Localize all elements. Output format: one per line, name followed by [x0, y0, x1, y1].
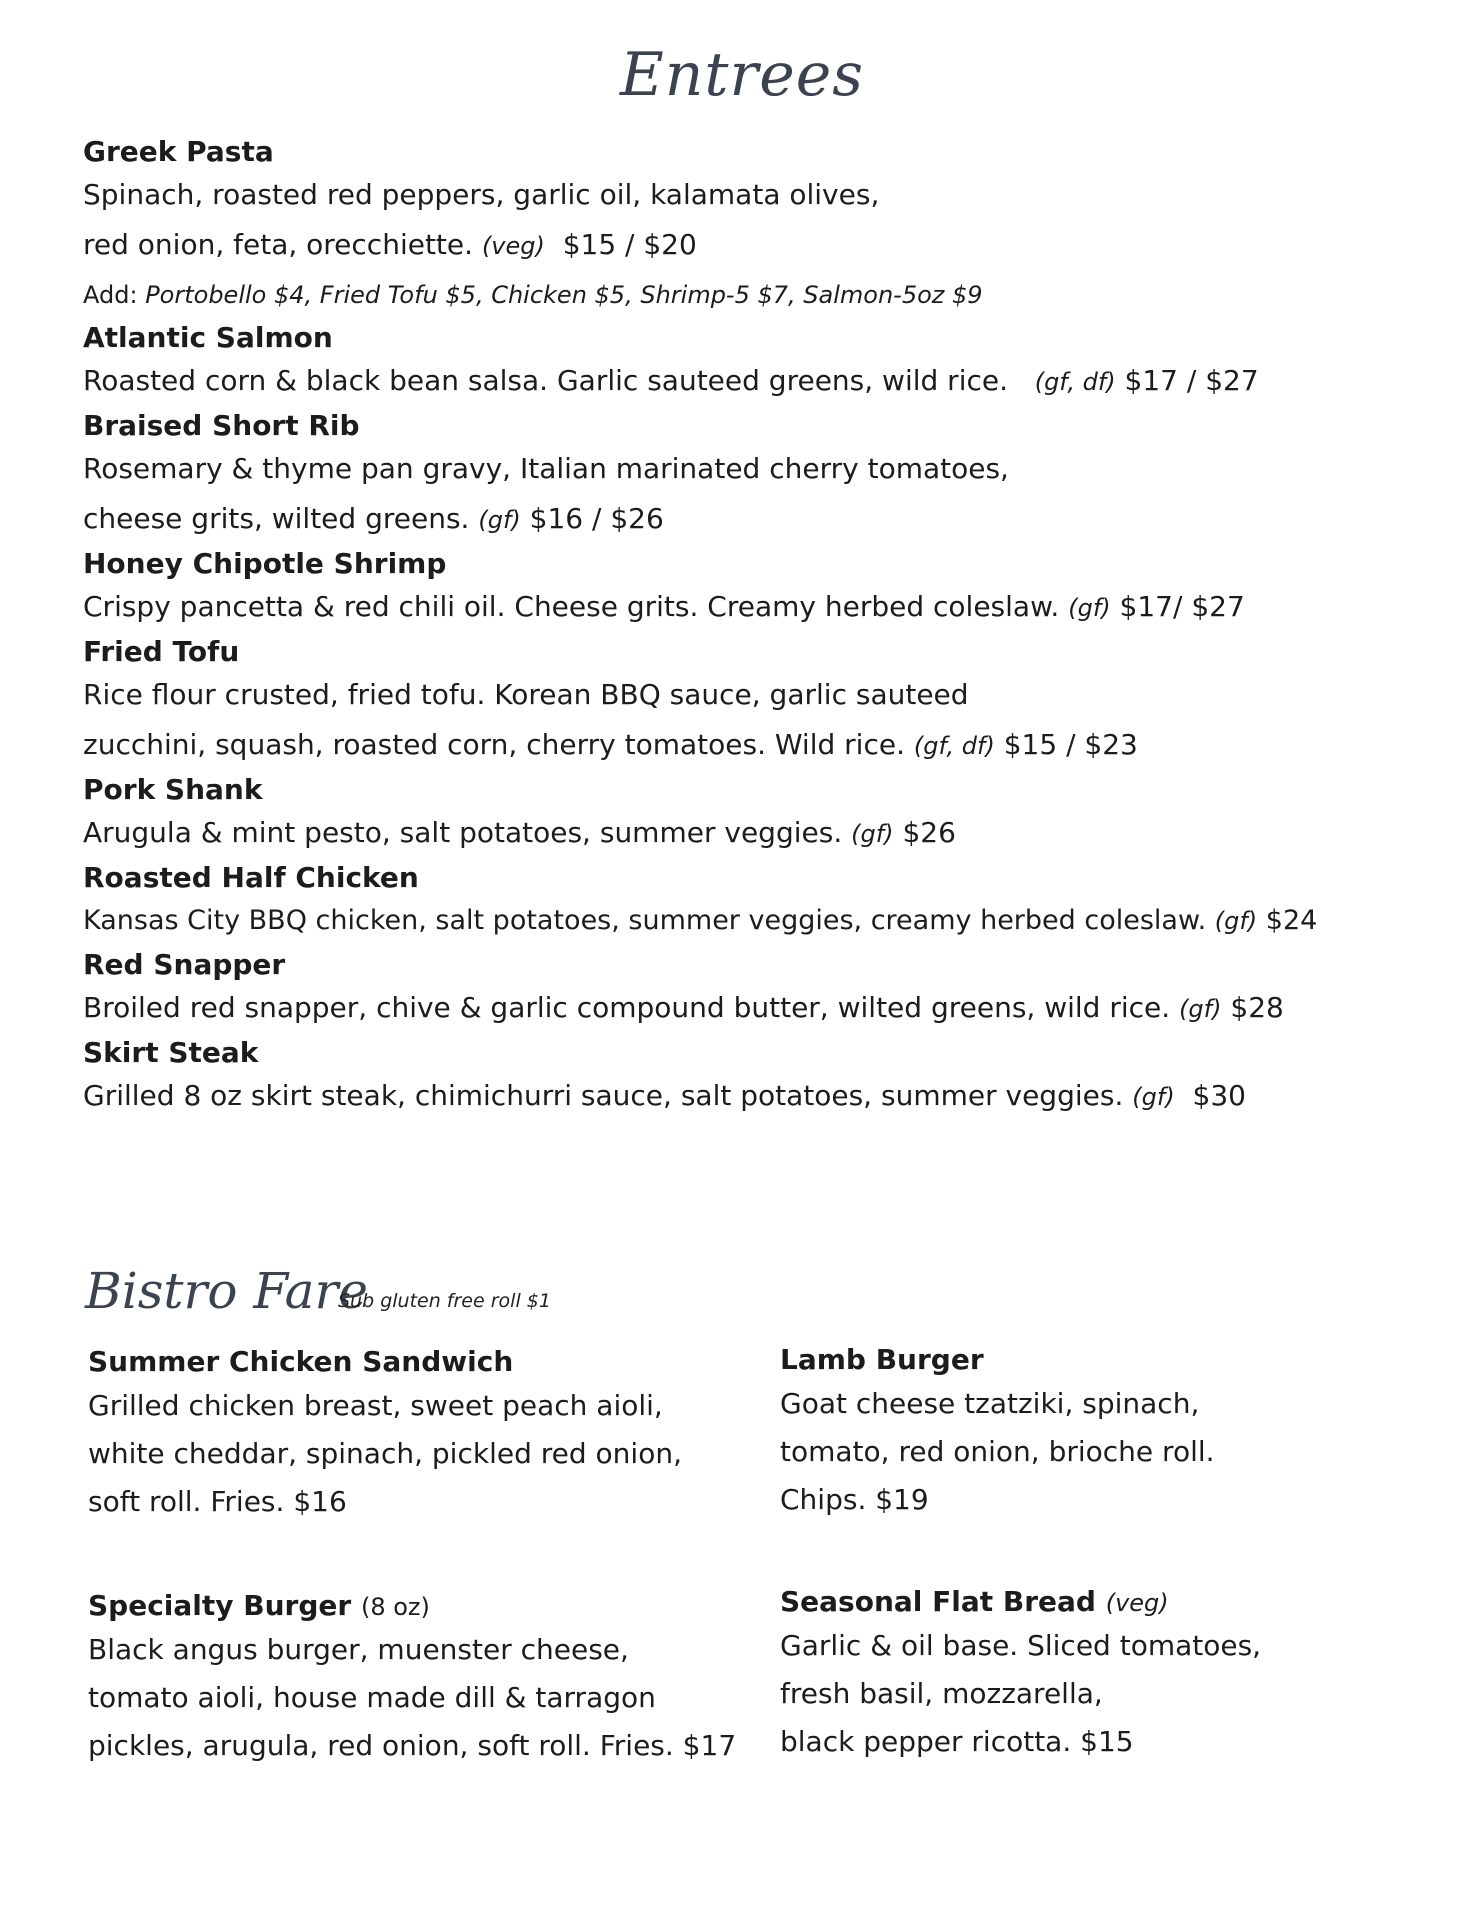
item-price: $26	[902, 816, 956, 849]
item-price: $15 / $20	[562, 228, 697, 261]
diet-tag: (gf)	[851, 820, 894, 848]
menu-item	[83, 947, 1423, 1034]
item-name: Braised Short Rib	[83, 409, 360, 442]
item-description: Rosemary & thyme pan gravy, Italian marinated cherry tomatoes,	[83, 452, 1009, 485]
diet-tag: (gf)	[1132, 1083, 1175, 1111]
item-name: Atlantic Salmon	[83, 321, 333, 354]
item-description: tomato aioli, house made dill & tarragon	[88, 1681, 656, 1714]
menu-item	[780, 1582, 1420, 1766]
item-price: $30	[1192, 1079, 1246, 1112]
item-description: soft roll. Fries. $16	[88, 1485, 347, 1518]
bistro-title: Bistro Fare	[85, 1262, 368, 1320]
diet-tag: (gf)	[1179, 995, 1222, 1023]
item-price: $17/ $27	[1119, 590, 1245, 623]
item-name: Seasonal Flat Bread (veg)	[780, 1585, 1169, 1618]
menu-item	[88, 1342, 728, 1526]
menu-item	[83, 860, 1423, 946]
item-price: $15 / $23	[1003, 728, 1138, 761]
item-description: Arugula & mint pesto, salt potatoes, summer veggies. (gf) $26	[83, 816, 956, 849]
item-description: Grilled 8 oz skirt steak, chimichurri sauce, salt potatoes, summer veggies. (gf) $30	[83, 1079, 1246, 1112]
menu-item	[83, 546, 1423, 633]
item-name: Honey Chipotle Shrimp	[83, 547, 447, 580]
menu-item	[83, 320, 1423, 407]
item-description: fresh basil, mozzarella,	[780, 1677, 1103, 1710]
item-description: Rice flour crusted, fried tofu. Korean BBQ sauce, garlic sauteed	[83, 678, 969, 711]
item-name: Pork Shank	[83, 773, 263, 806]
item-description: Chips. $19	[780, 1483, 929, 1516]
item-description: Grilled chicken breast, sweet peach aioli,	[88, 1389, 663, 1422]
item-name: Summer Chicken Sandwich	[88, 1345, 514, 1378]
item-price: $17 / $27	[1124, 364, 1259, 397]
diet-tag: (gf, df)	[1034, 368, 1116, 396]
item-description: Kansas City BBQ chicken, salt potatoes, summer veggies, creamy herbed coleslaw. (gf) $24	[83, 905, 1318, 936]
item-description: Garlic & oil base. Sliced tomatoes,	[780, 1629, 1262, 1662]
diet-tag: (gf)	[1214, 907, 1258, 935]
item-description: Black angus burger, muenster cheese,	[88, 1633, 629, 1666]
item-name: Greek Pasta	[83, 135, 274, 168]
entrees-title: Entrees	[619, 40, 865, 110]
item-description: tomato, red onion, brioche roll.	[780, 1435, 1215, 1468]
diet-tag: (veg)	[481, 232, 545, 260]
item-price: $16 / $26	[529, 502, 664, 535]
item-description: Broiled red snapper, chive & garlic compound butter, wilted greens, wild rice. (gf) $28	[83, 991, 1284, 1024]
item-price: $24	[1265, 905, 1318, 936]
menu-item	[83, 134, 1423, 319]
item-description: white cheddar, spinach, pickled red onion,	[88, 1437, 682, 1470]
diet-tag: (gf)	[478, 506, 521, 534]
item-name: Roasted Half Chicken	[83, 861, 419, 894]
item-description: red onion, feta, orecchiette. (veg) $15 / $20	[83, 228, 697, 261]
item-name: Fried Tofu	[83, 635, 240, 668]
item-description: Goat cheese tzatziki, spinach,	[780, 1387, 1200, 1420]
item-description: Roasted corn & black bean salsa. Garlic sauteed greens, wild rice. (gf, df) $17 / $27	[83, 364, 1259, 397]
menu-item	[83, 634, 1423, 771]
menu-item	[83, 1035, 1423, 1122]
item-description: Spinach, roasted red peppers, garlic oil, kalamata olives,	[83, 178, 880, 211]
item-name: Specialty Burger (8 oz)	[88, 1589, 430, 1622]
item-price: $28	[1230, 991, 1284, 1024]
item-description: zucchini, squash, roasted corn, cherry tomatoes. Wild rice. (gf, df) $15 / $23	[83, 728, 1138, 761]
item-name: Red Snapper	[83, 948, 286, 981]
item-description: cheese grits, wilted greens. (gf) $16 / $26	[83, 502, 664, 535]
diet-tag: (veg)	[1105, 1589, 1169, 1617]
add-ons: Add: Portobello $4, Fried Tofu $5, Chicken $5, Shrimp-5 $7, Salmon-5oz $9	[83, 281, 983, 309]
item-name: Skirt Steak	[83, 1036, 259, 1069]
menu-item	[88, 1586, 737, 1770]
menu-item	[83, 408, 1423, 545]
item-description: Crispy pancetta & red chili oil. Cheese grits. Creamy herbed coleslaw. (gf) $17/ $27	[83, 590, 1245, 623]
bistro-note: Sub gluten free roll $1	[338, 1290, 551, 1312]
diet-tag: (gf)	[1068, 594, 1111, 622]
menu-item	[83, 772, 1423, 859]
entrees-list	[83, 134, 1423, 1123]
item-description: black pepper ricotta. $15	[780, 1725, 1134, 1758]
diet-tag: (gf, df)	[913, 732, 995, 760]
menu-item	[780, 1340, 1420, 1524]
item-name: Lamb Burger	[780, 1343, 984, 1376]
size-note: (8 oz)	[360, 1593, 430, 1621]
item-description: pickles, arugula, red onion, soft roll. Fries. $17	[88, 1729, 737, 1762]
